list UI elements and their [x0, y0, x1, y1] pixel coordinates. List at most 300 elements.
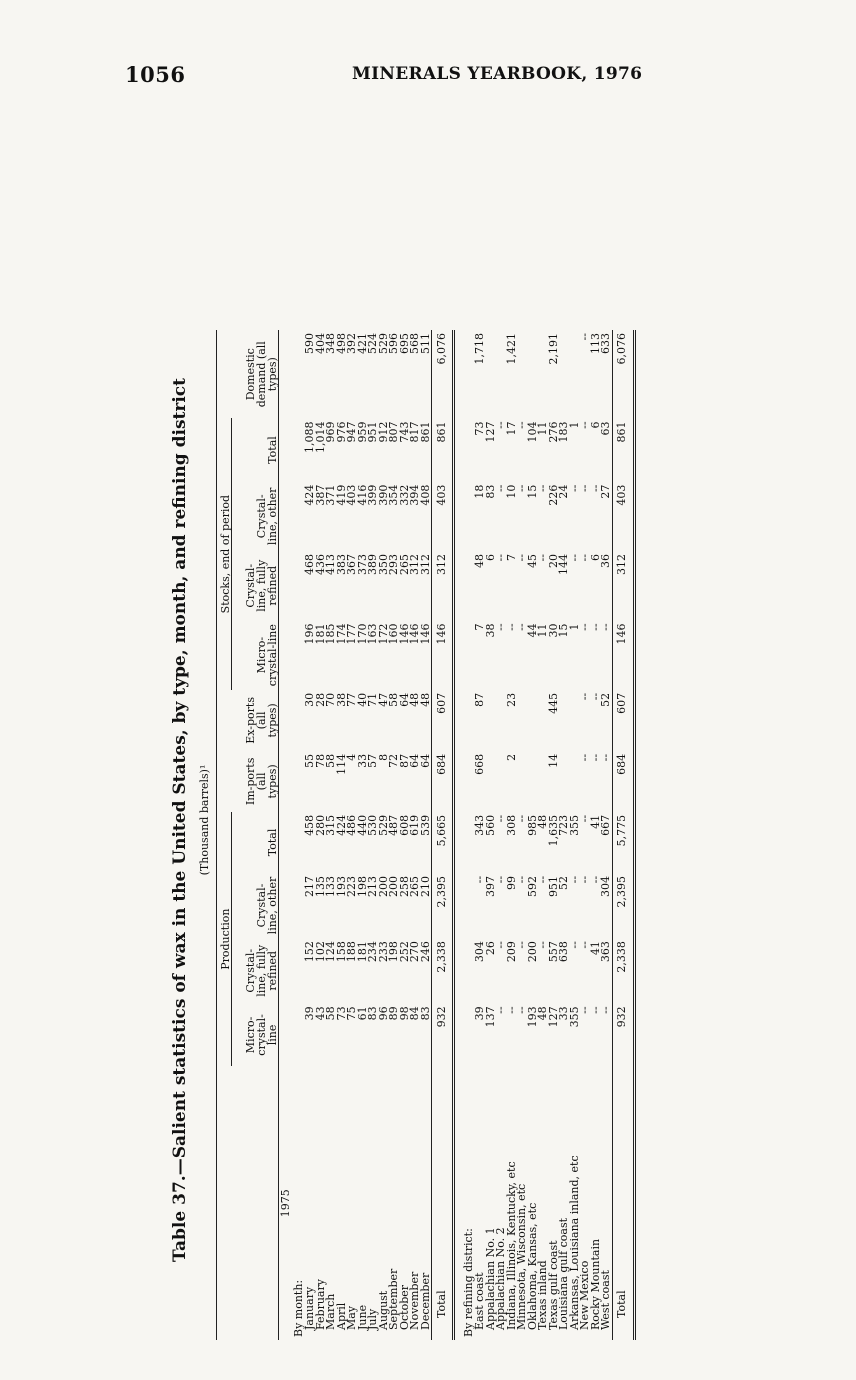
- cell-value: 529: [376, 333, 390, 354]
- cell-value: 146: [408, 623, 421, 645]
- cell-value: 332: [397, 484, 411, 506]
- col-header: Crystal-line, fully refined: [232, 938, 279, 1003]
- row-label: Appalachian No. 2: [494, 1227, 507, 1330]
- cell-value: 217: [303, 875, 316, 897]
- cell-value: --: [567, 554, 581, 562]
- table-body: [279, 330, 635, 1340]
- cell-value: 71: [366, 692, 379, 707]
- cell-value: 135: [313, 875, 327, 897]
- cell-value: 2,395: [432, 873, 454, 938]
- cell-value: --: [578, 484, 591, 493]
- cell-value: 1: [567, 421, 581, 429]
- col-header: Total: [232, 418, 279, 481]
- cell-value: 1,635: [546, 814, 560, 847]
- cell-value: 557: [546, 941, 560, 963]
- cell-value: 592: [525, 875, 539, 897]
- cell-value: 397: [483, 875, 497, 897]
- col-header: Total: [232, 812, 279, 873]
- row-label: New Mexico: [578, 1260, 591, 1330]
- cell-value: --: [494, 484, 507, 493]
- cell-value: 424: [334, 814, 348, 836]
- cell-value: [559, 330, 570, 418]
- cell-value: 18: [473, 484, 486, 499]
- cell-value: [528, 690, 539, 751]
- cell-value: 64: [397, 692, 411, 707]
- cell-value: 445: [546, 692, 560, 714]
- row-label: Total: [432, 1066, 454, 1340]
- cell-value: --: [599, 1006, 612, 1014]
- group-stocks: Stocks, end of period: [217, 418, 232, 689]
- cell-value: 33: [355, 753, 369, 768]
- cell-value: 458: [303, 814, 316, 836]
- col-header: Domestic demand (all types): [232, 330, 279, 418]
- cell-value: 73: [473, 421, 486, 436]
- cell-value: [528, 751, 539, 812]
- cell-value: --: [536, 941, 549, 949]
- cell-value: --: [578, 623, 591, 631]
- cell-value: 343: [473, 814, 486, 836]
- cell-value: 73: [334, 1006, 348, 1021]
- cell-value: 252: [397, 941, 411, 963]
- cell-value: 209: [504, 941, 518, 963]
- cell-value: 113: [588, 333, 602, 354]
- cell-value: 52: [557, 875, 570, 890]
- cell-value: 280: [313, 814, 327, 836]
- cell-value: 6,076: [432, 330, 454, 418]
- cell-value: 63: [599, 421, 612, 436]
- row-label: January: [303, 1286, 316, 1330]
- row-label: September: [387, 1268, 400, 1330]
- cell-value: 959: [355, 421, 369, 443]
- cell-value: 403: [432, 482, 454, 551]
- cell-value: 276: [546, 421, 560, 443]
- cell-value: 146: [418, 623, 432, 645]
- cell-value: 723: [557, 814, 570, 836]
- cell-value: 403: [345, 484, 358, 506]
- row-label: Total: [612, 1066, 634, 1340]
- rotated-table-region: [168, 300, 768, 1340]
- cell-value: 1,718: [473, 333, 486, 365]
- cell-value: 41: [588, 814, 602, 829]
- cell-value: 951: [546, 875, 560, 897]
- cell-value: 440: [355, 814, 369, 836]
- col-header: Micro-crystal-line: [232, 1003, 279, 1066]
- cell-value: 684: [432, 751, 454, 812]
- cell-value: 87: [473, 692, 486, 707]
- cell-value: 399: [366, 484, 379, 506]
- cell-value: 23: [504, 692, 518, 707]
- cell-value: 40: [355, 692, 369, 707]
- row-label: Minnesota, Wisconsin, etc: [515, 1183, 528, 1330]
- cell-value: 4: [345, 753, 358, 761]
- cell-value: 39: [303, 1006, 316, 1021]
- cell-value: 45: [525, 554, 539, 569]
- cell-value: 419: [334, 484, 348, 506]
- cell-value: 371: [324, 484, 337, 506]
- cell-value: --: [578, 692, 591, 701]
- table-subtitle: (Thousand barrels)¹: [198, 764, 211, 876]
- cell-value: 83: [483, 484, 497, 499]
- district-row: [486, 330, 497, 1340]
- cell-value: 200: [387, 875, 400, 897]
- cell-value: --: [504, 623, 518, 631]
- row-label: Louisiana gulf coast: [557, 1217, 570, 1330]
- cell-value: 58: [324, 1006, 337, 1021]
- cell-value: 947: [345, 421, 358, 443]
- cell-value: 61: [355, 1006, 369, 1021]
- table-header: [217, 330, 279, 1340]
- cell-value: 11: [536, 421, 549, 436]
- cell-value: --: [536, 875, 549, 884]
- cell-value: 196: [303, 623, 316, 645]
- cell-value: 392: [345, 333, 358, 354]
- page-number: 1056: [125, 62, 186, 87]
- cell-value: 172: [376, 623, 390, 645]
- row-label: August: [376, 1290, 390, 1330]
- district-row: [528, 330, 539, 1340]
- cell-value: [486, 330, 497, 418]
- cell-value: 48: [536, 814, 549, 829]
- cell-value: 2,191: [546, 333, 560, 365]
- cell-value: 233: [376, 941, 390, 963]
- row-label: June: [355, 1304, 369, 1330]
- cell-value: 127: [546, 1006, 560, 1028]
- cell-value: 152: [303, 941, 316, 963]
- cell-value: 14: [546, 753, 560, 768]
- cell-value: --: [578, 941, 591, 949]
- cell-value: --: [588, 875, 602, 884]
- cell-value: 367: [345, 554, 358, 576]
- cell-value: 104: [525, 421, 539, 443]
- cell-value: 102: [313, 941, 327, 963]
- cell-value: --: [567, 484, 581, 493]
- cell-value: 144: [557, 554, 570, 576]
- district-row: [601, 330, 612, 1340]
- cell-value: 39: [473, 1006, 486, 1021]
- district-row: [580, 330, 591, 1340]
- cell-value: 468: [303, 554, 316, 576]
- running-title: MINERALS YEARBOOK, 1976: [352, 64, 643, 84]
- cell-value: --: [588, 484, 602, 493]
- cell-value: 487: [387, 814, 400, 836]
- cell-value: 312: [432, 551, 454, 620]
- cell-value: 48: [536, 1006, 549, 1021]
- group-production: Production: [217, 812, 232, 1067]
- cell-value: 226: [546, 484, 560, 506]
- cell-value: 2,338: [612, 938, 634, 1003]
- cell-value: 89: [387, 1006, 400, 1021]
- row-label: April: [334, 1302, 348, 1330]
- cell-value: --: [578, 1006, 591, 1014]
- cell-value: 807: [387, 421, 400, 443]
- cell-value: 133: [324, 875, 337, 897]
- row-label: November: [408, 1271, 421, 1330]
- cell-value: 27: [599, 484, 612, 499]
- cell-value: 2,395: [612, 873, 634, 938]
- cell-value: 58: [324, 753, 337, 768]
- cell-value: 619: [408, 814, 421, 836]
- cell-value: 389: [366, 554, 379, 576]
- cell-value: 6: [588, 421, 602, 429]
- cell-value: 413: [324, 554, 337, 576]
- cell-value: 38: [334, 692, 348, 707]
- cell-value: 304: [473, 941, 486, 963]
- cell-value: --: [578, 814, 591, 823]
- total-row: [432, 330, 454, 1340]
- cell-value: 33: [557, 1006, 570, 1021]
- cell-value: 30: [546, 623, 560, 638]
- cell-value: 57: [366, 753, 379, 768]
- total-row: [612, 330, 634, 1340]
- cell-value: 969: [324, 421, 337, 443]
- cell-value: 146: [397, 623, 411, 645]
- cell-value: 234: [366, 941, 379, 963]
- cell-value: 539: [418, 814, 432, 836]
- cell-value: 265: [397, 554, 411, 576]
- cell-value: --: [515, 941, 528, 949]
- cell-value: 743: [397, 421, 411, 443]
- cell-value: [570, 330, 581, 418]
- row-label: Texas inland: [536, 1260, 549, 1330]
- cell-value: 258: [397, 875, 411, 897]
- cell-value: 44: [525, 623, 539, 638]
- cell-value: --: [567, 875, 581, 884]
- cell-value: 55: [303, 753, 316, 768]
- cell-value: 383: [334, 554, 348, 576]
- cell-value: 198: [387, 941, 400, 963]
- cell-value: 83: [418, 1006, 432, 1021]
- cell-value: --: [578, 753, 591, 762]
- cell-value: --: [494, 421, 507, 429]
- cell-value: --: [504, 1006, 518, 1014]
- cell-value: --: [494, 1006, 507, 1014]
- cell-value: 530: [366, 814, 379, 836]
- cell-value: 246: [418, 941, 432, 963]
- cell-value: 608: [397, 814, 411, 836]
- cell-value: 193: [525, 1006, 539, 1028]
- cell-value: --: [515, 484, 528, 493]
- cell-value: --: [588, 753, 602, 762]
- cell-value: 48: [418, 692, 432, 707]
- cell-value: --: [515, 1006, 528, 1014]
- cell-value: 64: [418, 753, 432, 768]
- cell-value: 265: [408, 875, 421, 897]
- cell-value: 38: [483, 623, 497, 638]
- cell-value: 293: [387, 554, 400, 576]
- cell-value: 5,665: [432, 812, 454, 873]
- cell-value: 976: [334, 421, 348, 443]
- cell-value: 177: [345, 623, 358, 645]
- cell-value: 404: [313, 333, 327, 354]
- cell-value: 932: [612, 1003, 634, 1066]
- cell-value: 96: [376, 1006, 390, 1021]
- cell-value: 7: [504, 554, 518, 562]
- row-label: Rocky Mountain: [588, 1238, 602, 1330]
- cell-value: 163: [366, 623, 379, 645]
- cell-value: 861: [418, 421, 432, 443]
- cell-value: 668: [473, 753, 486, 775]
- cell-value: 26: [483, 941, 497, 956]
- cell-value: [486, 690, 497, 751]
- row-label: December: [418, 1272, 432, 1330]
- cell-value: 408: [418, 484, 432, 506]
- cell-value: --: [599, 623, 612, 631]
- cell-value: 170: [355, 623, 369, 645]
- cell-value: 183: [557, 421, 570, 443]
- row-label: West coast: [599, 1270, 612, 1330]
- cell-value: 421: [355, 333, 369, 354]
- cell-value: 270: [408, 941, 421, 963]
- cell-value: 77: [345, 692, 358, 707]
- cell-value: 951: [366, 421, 379, 443]
- cell-value: 160: [387, 623, 400, 645]
- cell-value: 193: [334, 875, 348, 897]
- cell-value: 312: [408, 554, 421, 576]
- row-label: Indiana, Illinois, Kentucky, etc: [504, 1161, 518, 1330]
- cell-value: 373: [355, 554, 369, 576]
- cell-value: --: [567, 941, 581, 949]
- cell-value: 24: [557, 484, 570, 499]
- cell-value: --: [578, 421, 591, 429]
- cell-value: 387: [313, 484, 327, 506]
- cell-value: [528, 330, 539, 418]
- cell-value: 355: [567, 1006, 581, 1028]
- cell-value: 607: [612, 690, 634, 751]
- cell-value: 985: [525, 814, 539, 836]
- cell-value: 146: [432, 620, 454, 689]
- cell-value: [517, 690, 528, 751]
- cell-value: 355: [567, 814, 581, 836]
- cell-value: --: [588, 1006, 602, 1014]
- cell-value: 48: [408, 692, 421, 707]
- cell-value: 486: [345, 814, 358, 836]
- cell-value: 695: [397, 333, 411, 354]
- cell-value: 20: [546, 554, 560, 569]
- cell-value: 932: [432, 1003, 454, 1066]
- cell-value: --: [536, 484, 549, 493]
- cell-value: 511: [418, 333, 432, 354]
- cell-value: 1,421: [504, 333, 518, 365]
- wax-statistics-table: [216, 330, 636, 1340]
- cell-value: 30: [303, 692, 316, 707]
- cell-value: 41: [588, 941, 602, 956]
- cell-value: --: [599, 753, 612, 762]
- row-label: East coast: [473, 1272, 486, 1330]
- cell-value: 114: [334, 753, 348, 775]
- cell-value: 8: [376, 753, 390, 761]
- cell-value: 684: [612, 751, 634, 812]
- cell-value: 861: [612, 418, 634, 481]
- cell-value: 633: [599, 333, 612, 354]
- cell-value: 10: [504, 484, 518, 499]
- cell-value: 146: [612, 620, 634, 689]
- col-header: Micro-crystal-line: [232, 620, 279, 689]
- cell-value: 308: [504, 814, 518, 836]
- cell-value: 17: [504, 421, 518, 436]
- cell-value: 529: [376, 814, 390, 836]
- cell-value: 11: [536, 623, 549, 638]
- cell-value: 28: [313, 692, 327, 707]
- cell-value: 312: [612, 551, 634, 620]
- cell-value: --: [515, 554, 528, 562]
- cell-value: 181: [355, 941, 369, 963]
- cell-value: --: [494, 941, 507, 949]
- cell-value: [559, 690, 570, 751]
- cell-value: 223: [345, 875, 358, 897]
- cell-value: 137: [483, 1006, 497, 1028]
- cell-value: 315: [324, 814, 337, 836]
- cell-value: 75: [345, 1006, 358, 1021]
- row-label: Oklahoma, Kansas, etc: [525, 1202, 539, 1330]
- cell-value: 524: [366, 333, 379, 354]
- table-title: Table 37.—Salient statistics of wax in the United States, by type, month, and refining district: [170, 378, 190, 1262]
- cell-value: 498: [334, 333, 348, 354]
- col-header: Crystal-line, other: [232, 873, 279, 938]
- cell-value: 568: [408, 333, 421, 354]
- cell-value: --: [578, 875, 591, 884]
- row-label: October: [397, 1284, 411, 1330]
- cell-value: 1,014: [313, 421, 327, 453]
- row-label: Texas gulf coast: [546, 1240, 560, 1330]
- cell-value: 15: [525, 484, 539, 499]
- cell-value: 200: [525, 941, 539, 963]
- cell-value: 84: [408, 1006, 421, 1021]
- cell-value: 15: [557, 623, 570, 638]
- cell-value: 78: [313, 753, 327, 768]
- cell-value: 64: [408, 753, 421, 768]
- cell-value: 188: [345, 941, 358, 963]
- cell-value: --: [588, 692, 602, 701]
- col-header: Ex-ports (all types): [232, 690, 279, 751]
- cell-value: 6,076: [612, 330, 634, 418]
- cell-value: 124: [324, 941, 337, 963]
- cell-value: --: [494, 875, 507, 884]
- cell-value: 127: [483, 421, 497, 443]
- cell-value: [559, 751, 570, 812]
- cell-value: 5,775: [612, 812, 634, 873]
- cell-value: 912: [376, 421, 390, 443]
- row-label: Appalachian No. 1: [483, 1227, 497, 1330]
- cell-value: 58: [387, 692, 400, 707]
- cell-value: 436: [313, 554, 327, 576]
- cell-value: 638: [557, 941, 570, 963]
- cell-value: 394: [408, 484, 421, 506]
- cell-value: --: [473, 875, 486, 884]
- cell-value: 181: [313, 623, 327, 645]
- cell-value: 1,088: [303, 421, 316, 453]
- cell-value: 348: [324, 333, 337, 354]
- cell-value: 213: [366, 875, 379, 897]
- cell-value: 185: [324, 623, 337, 645]
- cell-value: 48: [473, 554, 486, 569]
- section-label: By month:: [291, 1279, 305, 1337]
- cell-value: [517, 751, 528, 812]
- cell-value: 2,338: [432, 938, 454, 1003]
- cell-value: 1: [567, 623, 581, 631]
- cell-value: [486, 751, 497, 812]
- cell-value: 667: [599, 814, 612, 836]
- cell-value: 403: [612, 482, 634, 551]
- cell-value: --: [588, 623, 602, 631]
- cell-value: --: [494, 814, 507, 823]
- cell-value: --: [515, 875, 528, 884]
- col-header: Im-ports (all types): [232, 751, 279, 812]
- col-header: Crystal-line, fully refined: [232, 551, 279, 620]
- cell-value: --: [515, 814, 528, 823]
- cell-value: --: [578, 333, 591, 341]
- cell-value: 312: [418, 554, 432, 576]
- cell-value: 6: [588, 554, 602, 562]
